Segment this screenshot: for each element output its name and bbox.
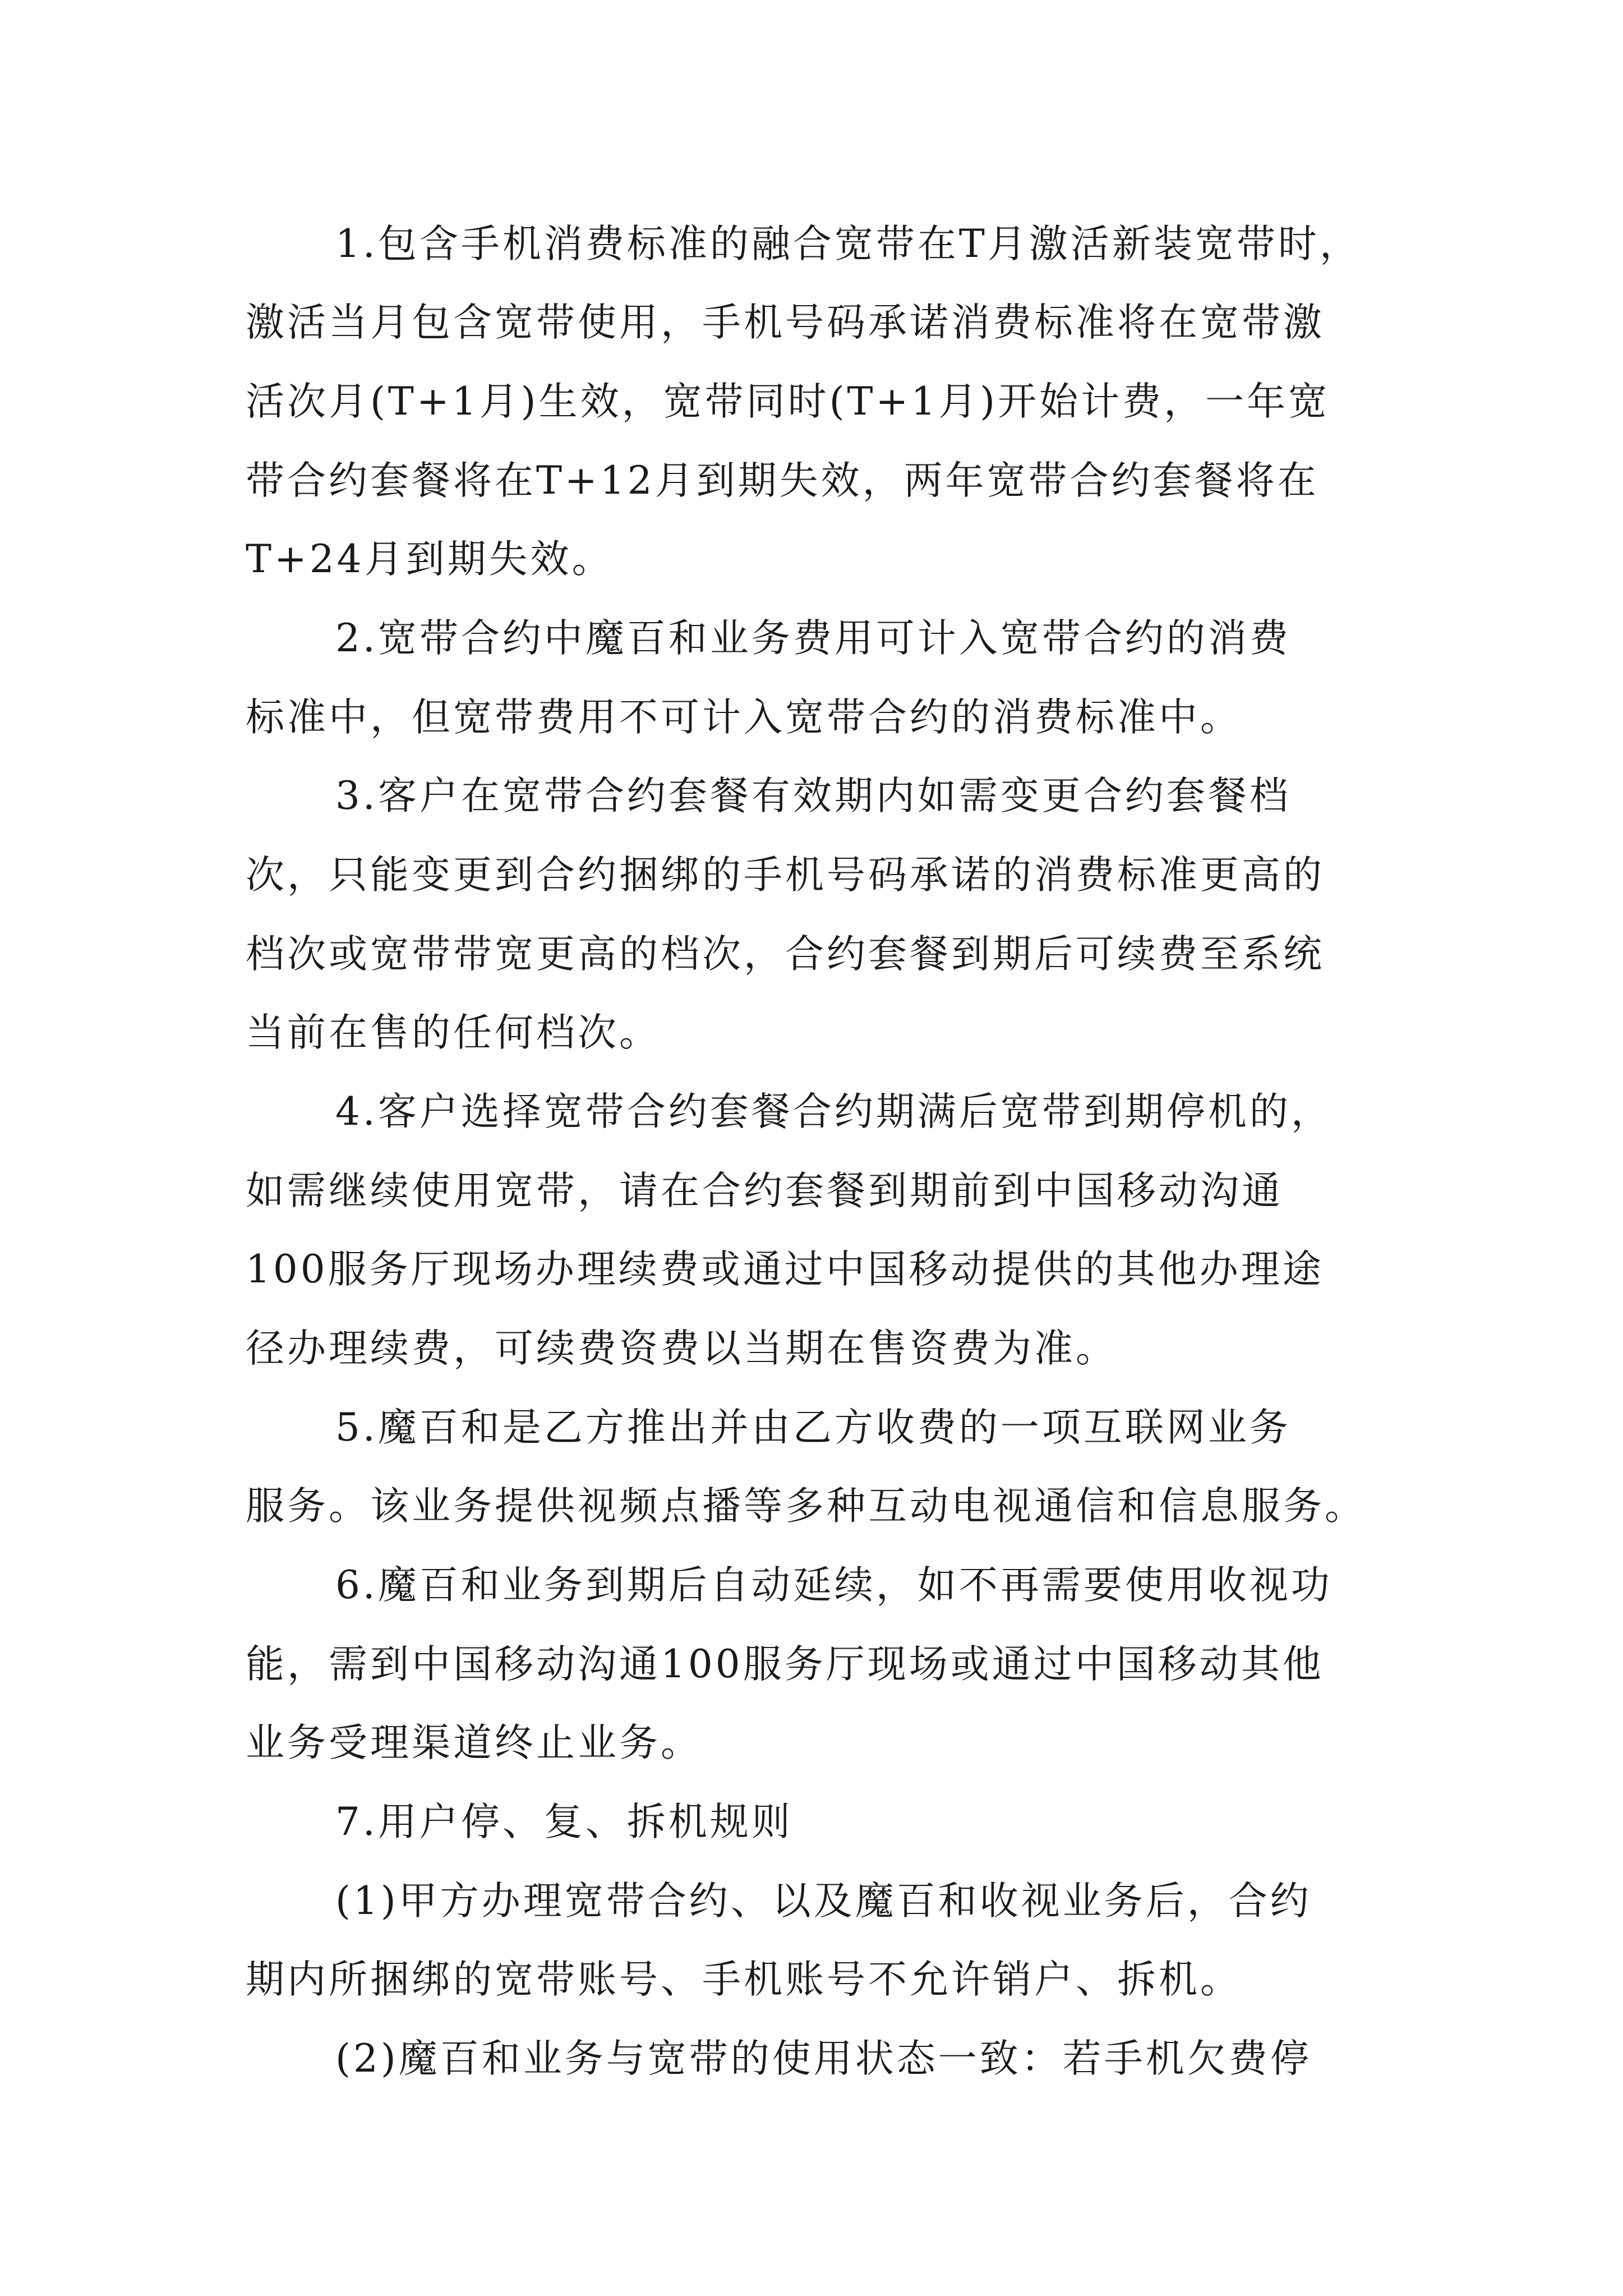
- paragraph-6-line-3: 业务受理渠道终止业务。: [246, 1720, 702, 1765]
- item-2-line-1: (2)魔百和业务与宽带的使用状态一致：若手机欠费停: [335, 2036, 1312, 2081]
- paragraph-5-line-1: 5.魔百和是乙方推出并由乙方收费的一项互联网业务: [335, 1405, 1291, 1450]
- paragraph-1-line-2: 激活当月包含宽带使用，手机号码承诺消费标准将在宽带激: [246, 300, 1325, 345]
- paragraph-6-line-1: 6.魔百和业务到期后自动延续，如不再需要使用收视功: [335, 1563, 1332, 1608]
- paragraph-1-line-5: T+24月到期失效。: [246, 537, 614, 582]
- paragraph-2-line-2: 标准中，但宽带费用不可计入宽带合约的消费标准中。: [246, 695, 1242, 740]
- item-1-line-2: 期内所捆绑的宽带账号、手机账号不允许销户、拆机。: [246, 1957, 1242, 2002]
- paragraph-4-line-3: 100服务厅现场办理续费或通过中国移动提供的其他办理途: [246, 1247, 1324, 1292]
- paragraph-4-line-2: 如需继续使用宽带，请在合约套餐到期前到中国移动沟通: [246, 1168, 1283, 1213]
- paragraph-3-line-1: 3.客户在宽带合约套餐有效期内如需变更合约套餐档: [335, 774, 1291, 818]
- paragraph-3-line-2: 次，只能变更到合约捆绑的手机号码承诺的消费标准更高的: [246, 853, 1325, 898]
- paragraph-3-line-4: 当前在售的任何档次。: [246, 1010, 661, 1055]
- paragraph-1-line-1: 1.包含手机消费标准的融合宽带在T月激活新装宽带时，: [335, 222, 1361, 266]
- paragraph-4-line-1: 4.客户选择宽带合约套餐合约期满后宽带到期停机的，: [335, 1089, 1332, 1134]
- paragraph-1-line-4: 带合约套餐将在T+12月到期失效，两年宽带合约套餐将在: [246, 458, 1319, 503]
- paragraph-1-line-3: 活次月(T+1月)生效，宽带同时(T+1月)开始计费，一年宽: [246, 379, 1330, 424]
- paragraph-5-line-2: 服务。该业务提供视频点播等多种互动电视通信和信息服务。: [246, 1484, 1366, 1529]
- item-1-line-1: (1)甲方办理宽带合约、以及魔百和收视业务后，合约: [335, 1879, 1312, 1924]
- paragraph-4-line-4: 径办理续费，可续费资费以当期在售资费为准。: [246, 1326, 1117, 1371]
- paragraph-2-line-1: 2.宽带合约中魔百和业务费用可计入宽带合约的消费: [335, 616, 1291, 661]
- section-7-heading: 7.用户停、复、拆机规则: [335, 1800, 793, 1844]
- paragraph-6-line-2: 能，需到中国移动沟通100服务厅现场或通过中国移动其他: [246, 1642, 1324, 1687]
- paragraph-3-line-3: 档次或宽带带宽更高的档次，合约套餐到期后可续费至系统: [246, 932, 1325, 977]
